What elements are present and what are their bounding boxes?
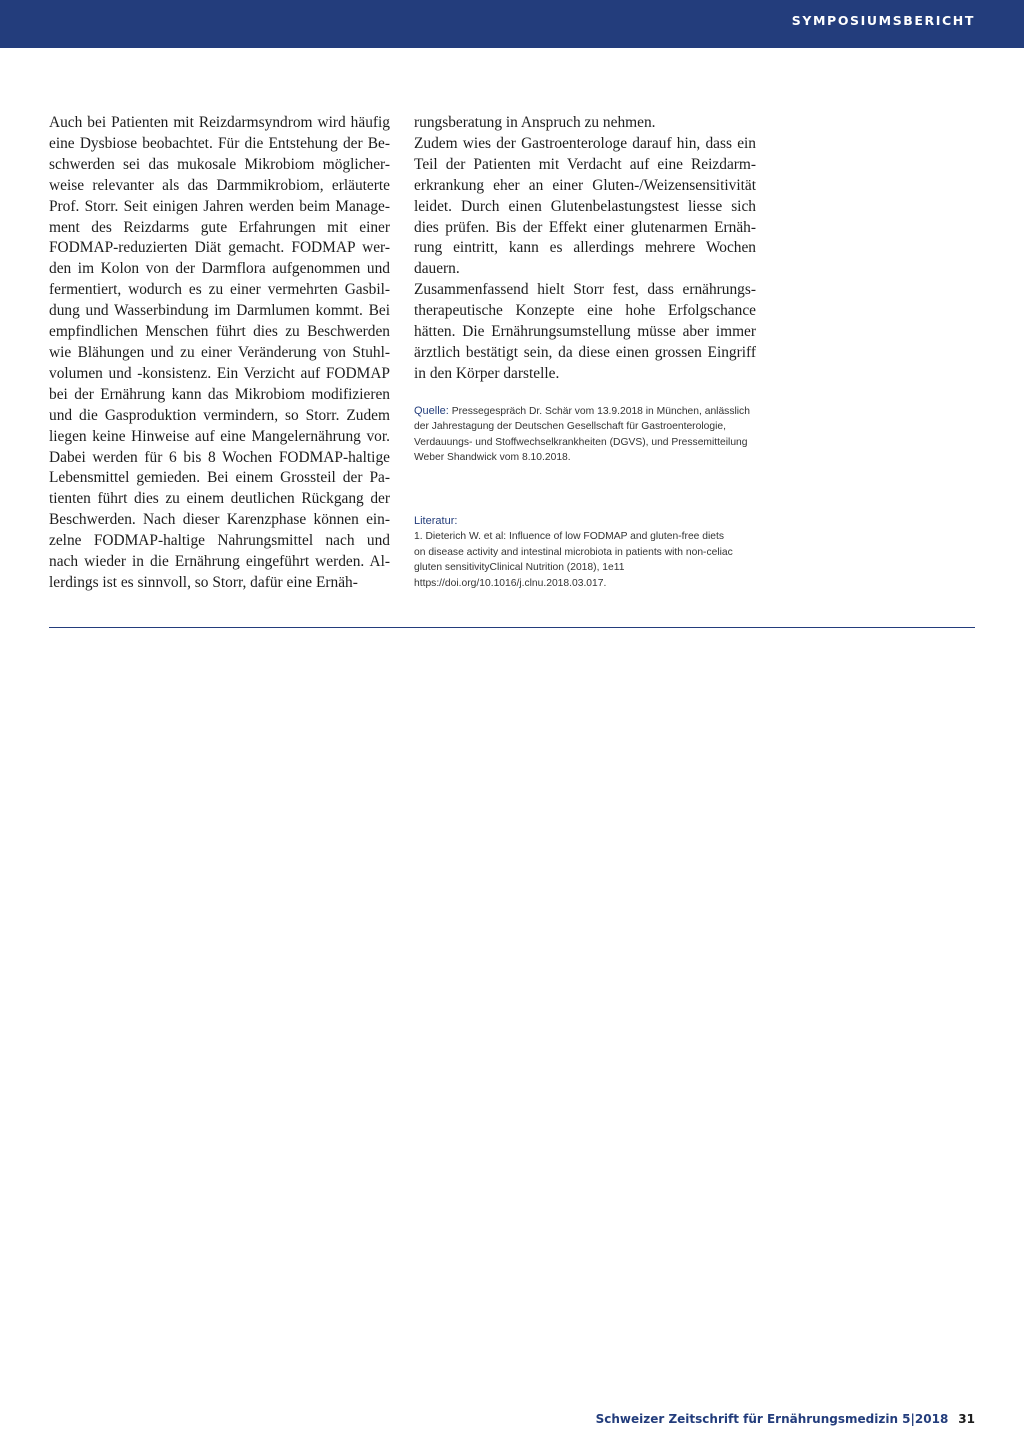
text-line: leidet. Durch einen Glutenbelastungstest liesse sich (414, 197, 756, 215)
page-number: 31 (958, 1412, 975, 1426)
text-line: nach wieder in die Ernährung eingeführt werden. Al- (49, 553, 390, 571)
literature-label: Literatur: (414, 515, 458, 527)
article-column-left (49, 113, 390, 594)
text-line: fermentiert, wodurch es zu einer vermehrten Gasbil- (49, 281, 390, 299)
text-line: hätten. Die Ernährungsumstellung müsse aber immer (414, 323, 756, 341)
text-line: ment des Reizdarms gute Erfahrungen mit einer (49, 218, 390, 236)
text-line: tienten führt dies zu einem deutlichen Rückgang der (49, 490, 390, 508)
text-line: eine Dysbiose beobachtet. Für die Entstehung der Be- (49, 134, 390, 152)
text-line: Dabei werden für 6 bis 8 Wochen FODMAP-haltige (49, 448, 390, 466)
text-line: ärztlich bestätigt sein, da diese einen grossen Eingriff (414, 343, 756, 361)
paragraph (414, 134, 756, 280)
section-label: SYMPOSIUMSBERICHT (791, 13, 975, 28)
text-line: schwerden sei das mukosale Mikrobiom möglicher- (49, 155, 390, 173)
text-line: lerdings ist es sinnvoll, so Storr, dafür eine Ernäh- (49, 573, 358, 591)
literature-line: on disease activity and intestinal microbiota in patients with non-celiac (414, 546, 733, 558)
text-line: volumen und -konsistenz. Ein Verzicht auf FODMAP (49, 364, 390, 382)
literature-list (414, 514, 759, 591)
text-line: Beschwerden. Nach dieser Karenzphase können ein- (49, 511, 390, 529)
source-line: Weber Shandwick vom 8.10.2018. (414, 452, 571, 464)
header-bar (0, 0, 1024, 48)
page-footer (596, 1412, 975, 1426)
text-line: Zusammenfassend hielt Storr fest, dass ernährungs- (414, 281, 756, 299)
text-line: dauern. (414, 260, 460, 278)
source-text: Pressegespräch Dr. Schär vom 13.9.2018 in München, anlässlich (451, 406, 750, 417)
text-line: in den Körper darstelle. (414, 364, 560, 382)
paragraph (414, 280, 756, 385)
source-line: der Jahrestagung der Deutschen Gesellschaft für Gastroenterologie, (414, 421, 726, 433)
text-line: FODMAP-reduzierten Diät gemacht. FODMAP wer- (49, 239, 390, 257)
divider-rule (49, 627, 975, 628)
text-line: erkrankung eher an einer Gluten-/Weizensensitivität (414, 176, 756, 194)
text-line: den im Kolon von der Darmflora aufgenommen und (49, 260, 390, 278)
text-line: rungsberatung in Anspruch zu nehmen. (414, 114, 656, 131)
source-line: Verdauungs- und Stoffwechselkrankheiten (DGVS), und Pressemitteilung (414, 436, 748, 448)
literature-line: gluten sensitivityClinical Nutrition (2018), 1e11 (414, 562, 625, 574)
text-line: Zudem wies der Gastroenterologe darauf hin, dass ein (414, 134, 756, 152)
text-line: wie Blähungen und zu einer Veränderung von Stuhl- (49, 343, 390, 361)
journal-title: Schweizer Zeitschrift für Ernährungsmedizin 5|2018 (595, 1412, 949, 1426)
text-line: und die Gasproduktion vermindern, so Storr. Zudem (49, 406, 390, 424)
literature-line: 1. Dieterich W. et al: Influence of low FODMAP and gluten-free diets (414, 531, 725, 543)
article-column-right (414, 113, 756, 385)
text-line: empfindlichen Menschen führt dies zu Beschwerden (49, 323, 390, 341)
text-line: dies prüfen. Bis der Effekt einer glutenarmen Ernäh- (414, 218, 756, 236)
source-note (414, 404, 759, 466)
text-line: Auch bei Patienten mit Reizdarmsyndrom wird häufig (49, 114, 390, 131)
literature-line: https://doi.org/10.1016/j.clnu.2018.03.017. (414, 577, 607, 589)
text-line: Teil der Patienten mit Verdacht auf eine Reizdarm- (414, 155, 756, 173)
text-line: bei der Ernährung kann das Mikrobiom modifizieren (49, 385, 390, 403)
paragraph (49, 113, 390, 594)
text-line: dung und Wasserbindung im Darmlumen kommt. Bei (49, 302, 390, 320)
source-label: Quelle: (414, 405, 449, 417)
text-line: liegen keine Hinweise auf eine Mangelernährung vor. (49, 427, 390, 445)
text-line: Prof. Storr. Seit einigen Jahren werden beim Manage- (49, 197, 390, 215)
paragraph (414, 113, 756, 134)
text-line: Lebensmittel gemieden. Bei einem Grossteil der Pa- (49, 469, 390, 487)
source-line (414, 404, 759, 419)
text-line: weise relevanter als das Darmmikrobiom, erläuterte (49, 176, 390, 194)
text-line: rung eintritt, kann es allerdings mehrere Wochen (414, 239, 756, 257)
text-line: therapeutische Konzepte eine hohe Erfolgschance (414, 302, 756, 320)
text-line: zelne FODMAP-haltige Nahrungsmittel nach und (49, 532, 390, 550)
